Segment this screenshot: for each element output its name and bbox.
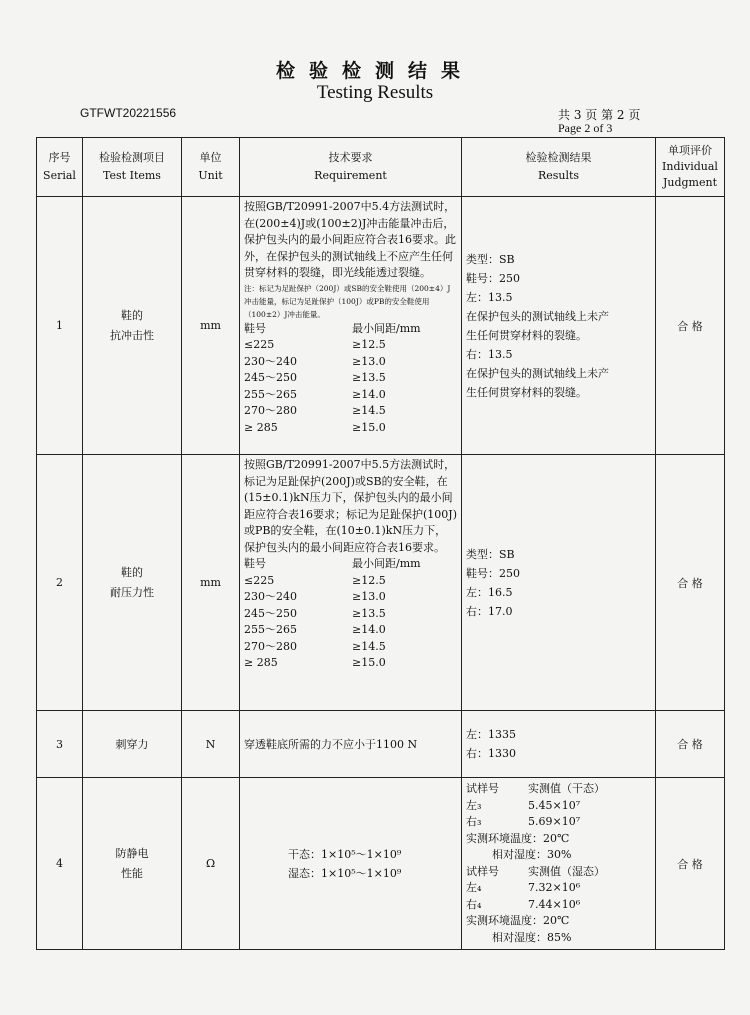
page-indicator-cn: 共 3 页 第 2 页 <box>558 108 641 122</box>
requirement-wet: 湿态：1×10⁵～1×10⁹ <box>288 866 402 880</box>
requirement-cell <box>240 778 462 950</box>
size-row: 245～250 ≥13.5 <box>244 606 386 620</box>
report-number: GTFWT20221556 <box>80 106 177 120</box>
unit-cell: Ω <box>182 778 240 950</box>
table-row <box>37 711 725 778</box>
unit-cell: N <box>182 711 240 778</box>
requirement-cell: 穿透鞋底所需的力不应小于1100 N <box>240 711 462 778</box>
result-line: 左：13.5 <box>466 290 513 304</box>
size-header: 鞋号 最小间距/mm <box>244 557 421 570</box>
size-row: 270～280 ≥14.5 <box>244 404 386 417</box>
requirement-cell <box>240 197 462 455</box>
result-line: 左₄ 7.32×10⁶ <box>466 881 581 894</box>
result-line: 鞋号：250 <box>466 566 520 580</box>
size-row: 270～280 ≥14.5 <box>244 639 386 653</box>
header-test-items: 检验检测项目 Test Items <box>83 138 182 197</box>
result-header-dry: 试样号 实测值（干态） <box>466 782 605 795</box>
size-row: ≥ 285 ≥15.0 <box>244 420 386 434</box>
table-row <box>37 197 725 455</box>
unit-cell: mm <box>182 455 240 711</box>
result-line: 相对湿度：30% <box>492 848 572 861</box>
header-unit: 单位 Unit <box>182 138 240 197</box>
result-line: 左：16.5 <box>466 585 513 599</box>
page-indicator-en: Page 2 of 3 <box>558 121 613 135</box>
size-row: 255～265 ≥14.0 <box>244 387 386 401</box>
result-line: 右：17.0 <box>466 604 513 618</box>
requirement-note: 注：标记为足趾保护（200J）或SB的安全鞋使用（200±4）J冲击能量，标记为足趾保护（100J）或PB的安全鞋使用（100±2）J冲击能量。 <box>244 283 451 319</box>
requirement-dry: 干态：1×10⁵～1×10⁹ <box>288 847 402 861</box>
page-title-cn: 检验检测结果 <box>275 60 474 82</box>
result-line: 在保护包头的测试轴线上未产 <box>466 309 609 323</box>
result-cell <box>462 197 656 455</box>
result-line: 左₃ 5.45×10⁷ <box>466 798 581 812</box>
table-header-row <box>37 138 725 197</box>
judgment-cell: 合 格 <box>656 778 725 950</box>
judgment-cell: 合 格 <box>656 711 725 778</box>
result-line: 实测环境温度：20℃ <box>466 831 570 845</box>
size-row: ≤225 ≥12.5 <box>244 338 386 351</box>
result-line: 左：1335 <box>466 728 516 741</box>
test-item-cell: 刺穿力 <box>83 711 182 778</box>
result-cell <box>462 455 656 711</box>
results-table <box>36 137 725 950</box>
result-line: 生任何贯穿材料的裂缝。 <box>466 328 587 342</box>
header-serial: 序号 Serial <box>37 138 83 197</box>
size-row: ≥ 285 ≥15.0 <box>244 656 386 669</box>
serial-cell: 4 <box>37 778 83 950</box>
size-row: 230～240 ≥13.0 <box>244 354 386 368</box>
header-judgment: 单项评价 Individual Judgment <box>656 138 725 197</box>
size-row: ≤225 ≥12.5 <box>244 573 386 587</box>
result-line: 类型：SB <box>466 547 515 561</box>
serial-cell: 1 <box>37 197 83 455</box>
test-item-cell: 鞋的 抗冲击性 <box>83 197 182 455</box>
size-row: 255～265 ≥14.0 <box>244 623 386 636</box>
result-line: 类型：SB <box>466 252 515 266</box>
result-line: 生任何贯穿材料的裂缝。 <box>466 385 587 399</box>
test-item-cell: 防静电 性能 <box>83 778 182 950</box>
result-line: 右：1330 <box>466 747 516 760</box>
result-line: 相对湿度：85% <box>492 930 572 944</box>
result-line: 在保护包头的测试轴线上未产 <box>466 366 609 380</box>
requirement-cell <box>240 455 462 711</box>
result-header-wet: 试样号 实测值（湿态） <box>466 864 605 878</box>
header-results: 检验检测结果 Results <box>462 138 656 197</box>
judgment-cell: 合 格 <box>656 455 725 711</box>
result-line: 实测环境温度：20℃ <box>466 914 570 927</box>
table-row <box>37 455 725 711</box>
requirement-text: 按照GB/T20991-2007中5.4方法测试时，在(200±4)J或(100±2)J冲击能量冲击后，保护包头内的最小间距应符合表16要求。此外，在保护包头的测试轴线上不应产生任何贯穿材料的裂缝，即光线能透过裂缝。 <box>244 200 456 279</box>
table-row <box>37 778 725 950</box>
test-item-cell: 鞋的 耐压力性 <box>83 455 182 711</box>
size-row: 245～250 ≥13.5 <box>244 371 386 384</box>
result-line: 右₄ 7.44×10⁶ <box>466 897 581 911</box>
requirement-text: 按照GB/T20991-2007中5.5方法测试时，标记为足趾保护(200J)或SB的安全鞋，在(15±0.1)kN压力下，保护包头内的最小间距应符合表16要求；标记为足趾保护(100J)或PB的安全鞋，在(10±0.1)kN压力下，保护包头内的最小间距应符合表16要求。 <box>244 458 457 554</box>
result-line: 右₃ 5.69×10⁷ <box>466 815 581 828</box>
result-cell <box>462 778 656 950</box>
page-title-en: Testing Results <box>316 82 434 103</box>
judgment-cell: 合 格 <box>656 197 725 455</box>
serial-cell: 2 <box>37 455 83 711</box>
result-cell <box>462 711 656 778</box>
result-line: 鞋号：250 <box>466 271 520 285</box>
size-row: 230～240 ≥13.0 <box>244 590 386 603</box>
serial-cell: 3 <box>37 711 83 778</box>
header-requirement: 技术要求 Requirement <box>240 138 462 197</box>
size-header: 鞋号 最小间距/mm <box>244 321 421 335</box>
result-line: 右：13.5 <box>466 347 513 361</box>
unit-cell: mm <box>182 197 240 455</box>
